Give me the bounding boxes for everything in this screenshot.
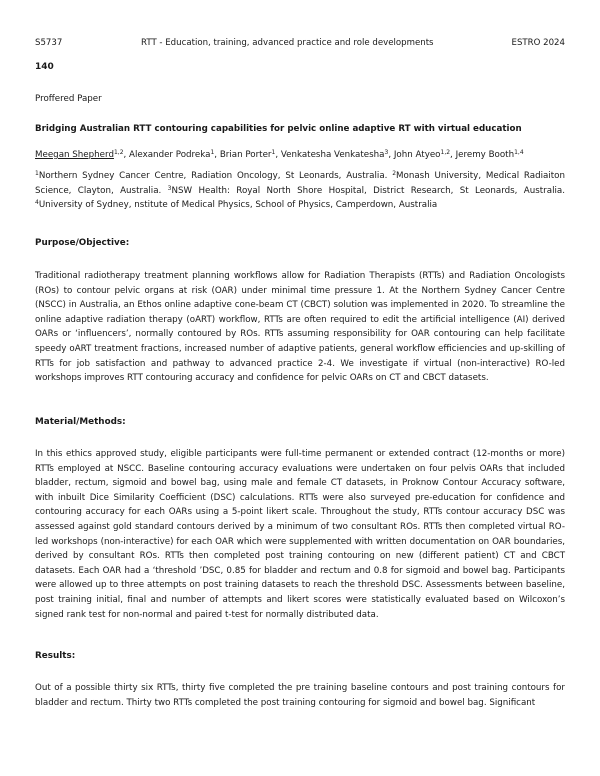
running-section-title: RTT - Education, training, advanced practice and role developments [141, 38, 434, 48]
author-list [35, 148, 565, 163]
author-name: Alexander Podreka [129, 150, 211, 160]
affiliation-text: Northern Sydney Cancer Centre, Radiation Oncology, St Leonards, Australia. [38, 171, 393, 181]
section-body-results: Out of a possible thirty six RTTs, thirty five completed the pre training baseline contours and post training contours for bladder and rectum. Thirty two RTTs completed the post training contouring for sigmoid and bowel bag. Significant [35, 683, 565, 708]
conference-name: ESTRO 2024 [511, 38, 565, 48]
author-name: Brian Porter [219, 150, 272, 160]
abstract-title: Bridging Australian RTT contouring capabilities for pelvic online adaptive RT with virtual education [35, 124, 522, 134]
affiliation-number: 4 [35, 199, 39, 207]
author-name: Jeremy Booth [455, 150, 515, 160]
author-name: Meegan Shepherd [35, 150, 114, 160]
section-heading-methods: Material/Methods: [35, 417, 126, 427]
affiliation-number: 2 [392, 170, 397, 177]
author: Alexander Podreka$^1$, [129, 149, 220, 160]
affiliation-text: Monash University, Medical Radiaiton Science, Clayton, Australia. [35, 171, 565, 196]
author [456, 150, 524, 160]
author-affiliation: 1,2 [113, 149, 124, 156]
affiliation-text: NSW Health: Royal North Shore Hospital, District Research, St Leonards, Australia. [171, 185, 565, 196]
author: Brian Porter$^1$, [219, 149, 281, 160]
section-body-purpose: Traditional radiotherapy treatment planning workflows allow for Radiation Therapists (RTTs) and Radiation Oncologists (ROs) to contour pelvic organs at risk (OAR) under minimal time pressure 1. At the Northern Sydney Cancer Centre (NSCC) in Australia, an Ethos online adaptive cone-beam CT (CBCT) solution was implemented in 2020. To streamline the online adaptive radiation therapy (oART) workflow, RTTs are often required to edit the artificial intelligence (AI) derived OARs or ‘influencers’, normally contoured by ROs. RTTs assuming responsibility for OAR contouring can help facilitate speedy oART treatment fractions, increased number of adaptive patients, general workflow efficiencies and up-skilling of RTTs for job satisfaction and pathway to advanced practice 2-4. We investigate if virtual (non-interactive) RO-led workshops improves RTT contouring accuracy and confidence for pelvic OARs on CT and CBCT datasets. [35, 271, 565, 384]
affiliation-text: University of Sydney, nstitute of Medical Physics, School of Physics, Camperdown, Australia [38, 200, 438, 211]
abstract-number: 140 [35, 62, 54, 72]
author-affiliation: 1 [271, 149, 276, 156]
affiliation-number: 1 [35, 170, 39, 177]
page-code: S5737 [35, 38, 63, 48]
author: John Atyeo$^{1,2}$, [393, 149, 456, 160]
author-affiliation: 3 [384, 149, 389, 156]
section-heading-results: Results: [35, 651, 76, 661]
affiliations [35, 169, 565, 213]
section-heading-purpose: Purpose/Objective: [35, 238, 130, 248]
author-name: John Atyeo [393, 150, 441, 160]
affiliation-number: 3 [167, 184, 172, 192]
presentation-type: Proffered Paper [35, 94, 102, 104]
author: Venkatesha Venkatesha$^3$, [280, 149, 394, 160]
author-affiliation: 1,4 [514, 149, 524, 156]
author-affiliation: 1 [210, 149, 215, 156]
author-name: Venkatesha Venkatesha [280, 150, 385, 160]
author-affiliation: 1,2 [440, 149, 451, 156]
section-body-methods: In this ethics approved study, eligible participants were full-time permanent or extended contract (12-months or more) RTTs employed at NSCC. Baseline contouring accuracy evaluations were undertaken on four pelvis OARs that included bladder, rectum, sigmoid and bowel bag, using male and female CT datasets, in Proknow Contour Accuracy software, with inbuilt Dice Similarity Coefficient (DSC) calculations. RTTs were also surveyed pre-education for confidence and contouring accuracy for each OARs using a 5-point likert scale. Throughout the study, RTTs contour accuracy DSC was assessed against gold standard contours derived by a minimum of two consultant ROs. RTTs then completed virtual RO-led workshops (non-interactive) for each OAR which were supplemented with written documentation on OAR boundaries, derived by consultant ROs. RTTs then completed post training contouring on new (different patient) CT and CBCT datasets. Each OAR had a ‘threshold ’DSC, 0.85 for bladder and rectum and 0.8 for sigmoid and bowel bag. Participants were allowed up to three attempts on post training datasets to reach the threshold DSC. Assessments between baseline, post training initial, final and number of attempts and likert scores were statistically evaluated based on Wilcoxon’s signed rank test for non-normal and paired t-test for normally distributed data. [35, 449, 565, 620]
author: Meegan Shepherd$^{1,2}$, [35, 149, 130, 160]
